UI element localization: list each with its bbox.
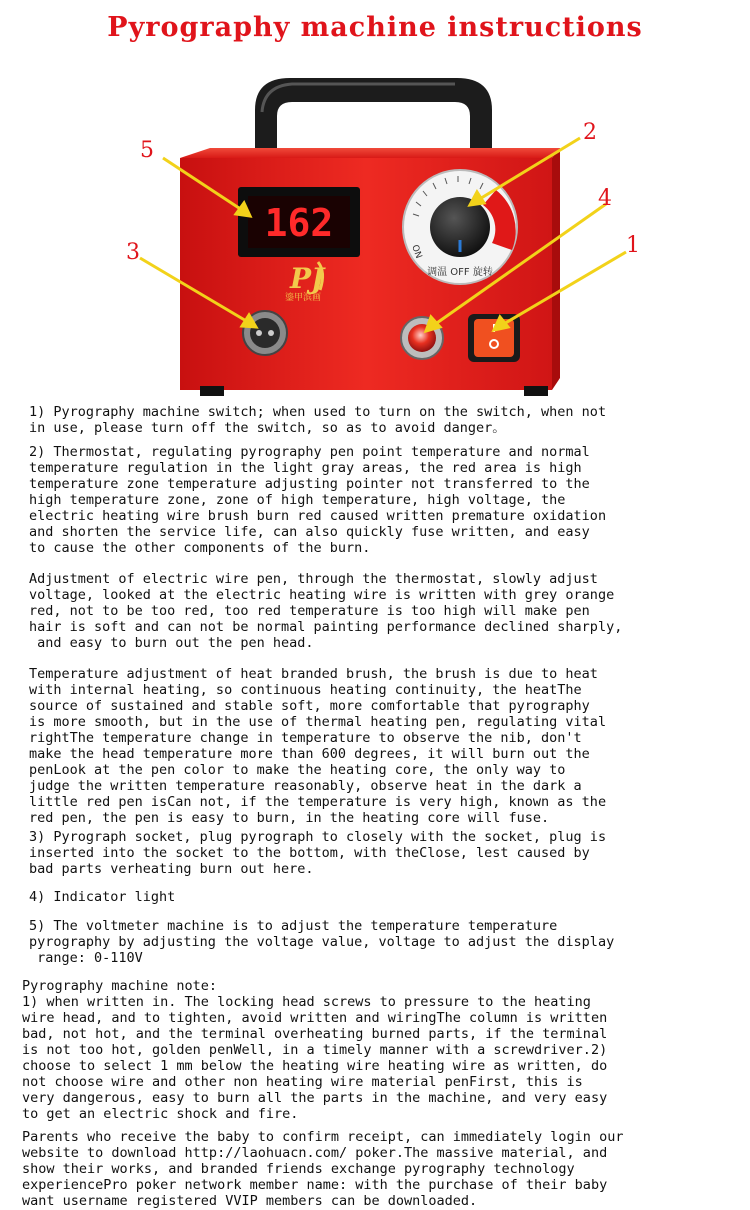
callout-3: 3 [126,240,140,265]
brand-logo [285,262,326,303]
socket-paragraph: 3) Pyrograph socket, plug pyrograph to closely with the socket, plug is inserted into the socket to the bottom, with theClose, lest caused by bad parts verheating burn out here. [29,829,607,877]
case-top [180,148,560,158]
display-value: 162 [264,201,334,245]
note-paragraph: Pyrography machine note: 1) when written in. The locking head screws to pressure to the heating wire head, and to tighten, avoid written and wiringThe column is written bad, not hot, and the terminal overheating burned parts, if the terminal is not too hot, golden penWell, in a timely manner with a screwdriver.2) choose to select 1 mm below the heating wire heating wire as written, do not choose wire and other non heating wire material penFirst, this is very dangerous, easy to burn all the parts in the machine, and very easy to get an electric shock and fire. [22,978,608,1122]
callout-4: 4 [598,186,612,211]
foot-right [524,386,548,396]
dial-on-label: ON [409,243,424,261]
download-paragraph: Parents who receive the baby to confirm receipt, can immediately login our website to download http://laohuacn.com/ poker.The massive material, and show their works, and branded friends exchange pyrography technology experiencePro poker network member name: with the purchase of their baby want username registered VVIP members can be downloaded. [22,1129,624,1209]
machine-photo [0,62,750,402]
logo-text: PJ [290,262,325,295]
logo-caption: 鎏甲滨画 [284,293,322,303]
thermostat-paragraph: 2) Thermostat, regulating pyrography pen point temperature and normal temperature regulation in the light gray areas, the red area is high temperature zone temperature adjusting pointer not transferred to the high temperature zone, zone of high temperature, high voltage, the electric heating wire brush burn red caused written premature oxidation and shorten the service life, can also quickly fuse written, and easy to cause the other components of the burn. [29,444,607,556]
callout-2: 2 [583,120,597,145]
switch-paragraph: 1) Pyrography machine switch; when used to turn on the switch, when not in use, please turn off the switch, so as to avoid danger。 [29,404,607,436]
callout-1: 1 [626,233,640,258]
voltmeter-display [238,187,360,257]
page-title: Pyrography machine instructions [107,12,643,43]
dial-caption: 调温 OFF 旋转 [427,267,493,278]
power-switch[interactable] [468,314,520,362]
wire-pen-paragraph: Adjustment of electric wire pen, through the thermostat, slowly adjust voltage, looked at the electric heating wire is written with grey orange red, not to be too red, too red temperature is too high will make pen hair is soft and can not be normal painting performance declined sharply, and easy to burn out the pen head. [29,571,623,651]
handle [255,78,492,150]
voltmeter-paragraph: 5) The voltmeter machine is to adjust the temperature temperature pyrography by adjusting the voltage value, voltage to adjust the display range: 0-110V [29,918,615,966]
callout-5: 5 [140,138,154,163]
foot-left [200,386,224,396]
heat-brush-paragraph: Temperature adjustment of heat branded brush, the brush is due to heat with internal heating, so continuous heating continuity, the heatThe source of sustained and stable soft, more comfortable that pyrography is more smooth, but in the use of thermal heating pen, regulating vital rightThe temperature change in temperature to observe the nib, don't make the head temperature more than 600 degrees, it will burn out the penLook at the pen color to make the heating core, the only way to judge the written temperature reasonably, observe heat in the dark a little red pen isCan not, if the temperature is very high, known as the red pen, the pen is easy to burn, in the heating core will fuse. [29,666,607,826]
indicator-paragraph: 4) Indicator light [29,889,176,905]
